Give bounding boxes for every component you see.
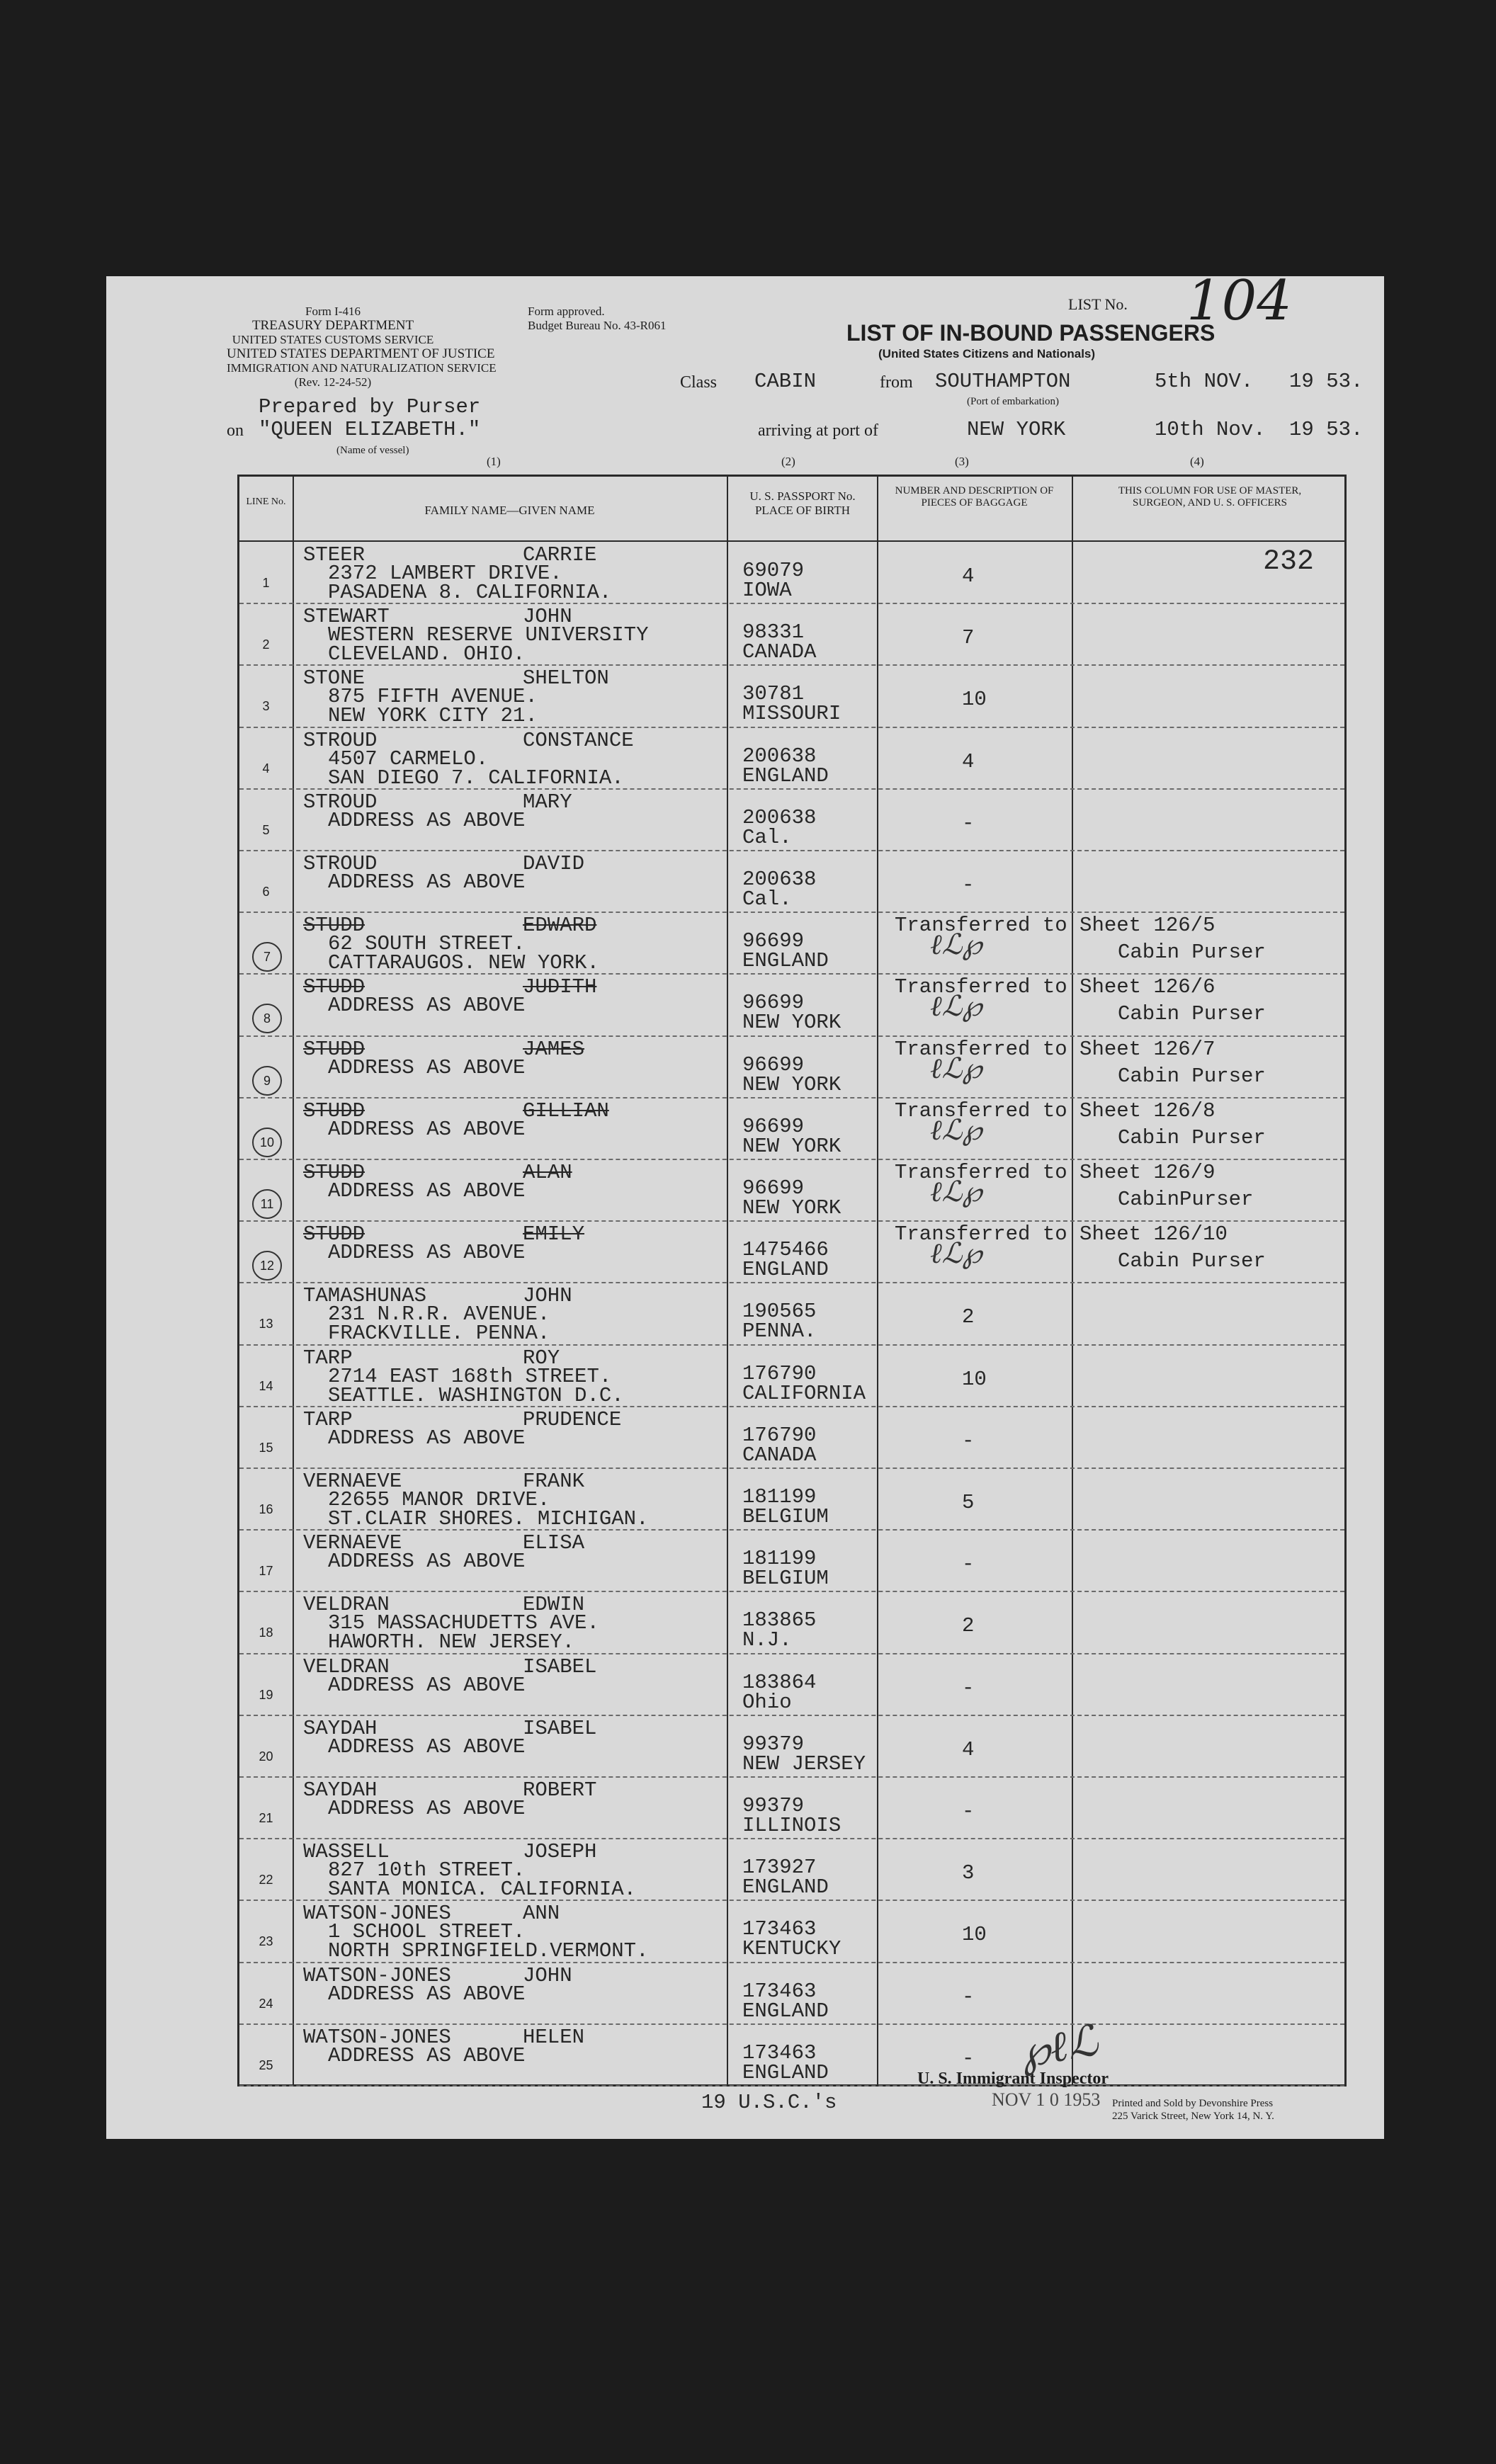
address-line-1: ADDRESS AS ABOVE bbox=[328, 1982, 526, 2006]
table-row bbox=[239, 1468, 1344, 1530]
prepared-by: Prepared by Purser bbox=[259, 395, 481, 419]
given-name: MARY bbox=[523, 790, 572, 814]
place-of-birth: ILLINOIS bbox=[742, 1814, 842, 1837]
purser-signature: ℓℒ℘ bbox=[930, 1237, 982, 1271]
given-name: ANN bbox=[523, 1902, 560, 1926]
family-name: STONE bbox=[303, 666, 366, 691]
line-number: 13 bbox=[259, 1317, 273, 1332]
stamp-number: 232 bbox=[1263, 546, 1315, 578]
baggage-count: 5 bbox=[962, 1491, 975, 1514]
passport-number: 173463 bbox=[742, 1979, 817, 2003]
table-row bbox=[239, 1283, 1344, 1344]
list-no-value: 104 bbox=[1186, 269, 1292, 333]
passport-number: 173463 bbox=[742, 1917, 817, 1941]
line-number: 1 bbox=[262, 576, 270, 590]
passport-number: 99379 bbox=[742, 1732, 805, 1756]
family-name: VERNAEVE bbox=[303, 1470, 402, 1493]
given-name: JOSEPH bbox=[523, 1840, 597, 1864]
baggage-count: 7 bbox=[962, 626, 975, 650]
line-number: 16 bbox=[259, 1502, 273, 1516]
place-of-birth: CALIFORNIA bbox=[742, 1381, 866, 1405]
address-line-1: 231 N.R.R. AVENUE. bbox=[328, 1302, 550, 1327]
family-name: WATSON-JONES bbox=[303, 2025, 451, 2049]
table-row bbox=[239, 1098, 1344, 1159]
passport-number: 96699 bbox=[742, 991, 805, 1015]
table-row bbox=[239, 974, 1344, 1035]
given-name: CARRIE bbox=[523, 543, 597, 567]
given-name: HELEN bbox=[523, 2025, 585, 2049]
address-line-1: ADDRESS AS ABOVE bbox=[328, 1055, 526, 1079]
given-name: ISABEL bbox=[523, 1716, 597, 1740]
table-row bbox=[239, 1221, 1344, 1283]
place-of-birth: ENGLAND bbox=[742, 1258, 829, 1282]
line-number: 23 bbox=[259, 1934, 273, 1949]
arrival-date: 10th Nov. bbox=[1155, 418, 1266, 441]
form-approved: Form approved. bbox=[528, 305, 605, 318]
purser-signature: ℓℒ℘ bbox=[930, 1176, 982, 1208]
purser-signature: ℓℒ℘ bbox=[930, 1113, 982, 1147]
given-name: JOHN bbox=[523, 1963, 572, 1987]
place-of-birth: ENGLAND bbox=[742, 2060, 829, 2084]
departure-year: 19 53. bbox=[1289, 370, 1364, 393]
address-line-1: WESTERN RESERVE UNIVERSITY bbox=[328, 623, 649, 647]
place-of-birth: ENGLAND bbox=[742, 763, 829, 788]
transfer-note: Transferred to Sheet 126/6 bbox=[895, 975, 1216, 999]
place-of-birth: NEW YORK bbox=[742, 1011, 842, 1035]
passport-number: 176790 bbox=[742, 1361, 817, 1385]
treasury-dept: TREASURY DEPARTMENT bbox=[251, 318, 414, 333]
passport-number: 173927 bbox=[742, 1856, 817, 1880]
arrival-year: 19 53. bbox=[1289, 418, 1364, 441]
header-officers: THIS COLUMN FOR USE OF MASTER, SURGEON, AND U. S. OFFICERS bbox=[1118, 485, 1302, 509]
passport-number: 96699 bbox=[742, 1114, 805, 1138]
place-of-birth: Ohio bbox=[742, 1690, 792, 1714]
line-number: 9 bbox=[252, 1066, 282, 1096]
place-of-birth: NEW YORK bbox=[742, 1196, 842, 1220]
passport-number: 200638 bbox=[742, 868, 817, 891]
address-line-1: 4507 CARMELO. bbox=[328, 746, 489, 771]
address-line-1: ADDRESS AS ABOVE bbox=[328, 2043, 526, 2067]
family-name: TAMASHUNAS bbox=[303, 1284, 427, 1308]
family-name: STROUD bbox=[303, 852, 378, 875]
on-label: on bbox=[227, 421, 244, 440]
column-index-1: (1) bbox=[487, 455, 501, 468]
line-number: 5 bbox=[262, 822, 270, 837]
transfer-note: Transferred to Sheet 126/5 bbox=[895, 914, 1216, 938]
table-row bbox=[239, 1715, 1344, 1777]
baggage-count: 10 bbox=[962, 688, 987, 712]
given-name: ELISA bbox=[523, 1531, 585, 1555]
given-name: ROY bbox=[523, 1346, 560, 1370]
transfer-note: Transferred to Sheet 126/9 bbox=[895, 1161, 1216, 1184]
baggage-count: - bbox=[962, 1429, 975, 1453]
address-line-1: ADDRESS AS ABOVE bbox=[328, 1426, 526, 1450]
given-name: JUDITH bbox=[523, 975, 597, 999]
address-line-2: ST.CLAIR SHORES. MICHIGAN. bbox=[328, 1507, 649, 1531]
address-line-1: 2372 LAMBERT DRIVE. bbox=[328, 562, 562, 585]
address-line-2: SANTA MONICA. CALIFORNIA. bbox=[328, 1878, 637, 1902]
family-name: STUDD bbox=[303, 1037, 366, 1061]
arrival-port: NEW YORK bbox=[967, 418, 1066, 441]
line-number: 7 bbox=[252, 942, 282, 972]
family-name: TARP bbox=[303, 1407, 353, 1431]
purser-title: Cabin Purser bbox=[1118, 1125, 1266, 1149]
line-number: 14 bbox=[259, 1378, 273, 1393]
table-row bbox=[239, 1159, 1344, 1221]
family-name: STUDD bbox=[303, 914, 366, 938]
list-no-label: LIST No. bbox=[1068, 295, 1128, 313]
table-row bbox=[239, 1963, 1344, 2024]
form-agency-block bbox=[227, 305, 497, 390]
passport-number: 96699 bbox=[742, 929, 805, 953]
address-line-1: ADDRESS AS ABOVE bbox=[328, 1179, 526, 1203]
place-of-birth: NEW YORK bbox=[742, 1072, 842, 1096]
place-of-birth: PENNA. bbox=[742, 1319, 817, 1344]
embarkation-caption: (Port of embarkation) bbox=[967, 396, 1059, 407]
immigration-service: IMMIGRATION AND NATURALIZATION SERVICE bbox=[227, 361, 497, 375]
justice-dept: UNITED STATES DEPARTMENT OF JUSTICE bbox=[227, 346, 495, 361]
vessel-name: "QUEEN ELIZABETH." bbox=[259, 418, 481, 441]
table-row bbox=[239, 1407, 1344, 1468]
family-name: STROUD bbox=[303, 728, 378, 752]
baggage-count: - bbox=[962, 1552, 975, 1577]
line-number: 15 bbox=[259, 1440, 273, 1455]
address-line-1: 2714 EAST 168th STREET. bbox=[328, 1364, 612, 1388]
address-line-1: 62 SOUTH STREET. bbox=[328, 932, 526, 956]
line-number: 22 bbox=[259, 1873, 273, 1887]
table-row bbox=[239, 1345, 1344, 1407]
baggage-count: - bbox=[962, 873, 975, 897]
baggage-count: - bbox=[962, 1800, 975, 1823]
line-number: 18 bbox=[259, 1625, 273, 1640]
family-name: STUDD bbox=[303, 975, 366, 999]
transfer-note: Transferred to Sheet 126/8 bbox=[895, 1098, 1216, 1123]
family-name: SAYDAH bbox=[303, 1716, 378, 1740]
line-number: 11 bbox=[252, 1189, 282, 1219]
given-name: ALAN bbox=[523, 1161, 572, 1184]
given-name: ROBERT bbox=[523, 1778, 597, 1802]
given-name: EDWIN bbox=[523, 1593, 585, 1617]
address-line-1: ADDRESS AS ABOVE bbox=[328, 994, 526, 1018]
baggage-count: 4 bbox=[962, 564, 975, 588]
baggage-count: 10 bbox=[962, 1923, 987, 1947]
address-line-1: ADDRESS AS ABOVE bbox=[328, 870, 526, 894]
line-number: 4 bbox=[262, 761, 270, 776]
family-name: STEWART bbox=[303, 605, 390, 629]
given-name: ISABEL bbox=[523, 1654, 597, 1679]
address-line-1: 827 10th STREET. bbox=[328, 1858, 526, 1883]
passport-number: 183864 bbox=[742, 1670, 817, 1694]
given-name: SHELTON bbox=[523, 666, 609, 691]
given-name: JAMES bbox=[523, 1037, 585, 1061]
passport-number: 69079 bbox=[742, 559, 805, 582]
address-line-1: ADDRESS AS ABOVE bbox=[328, 1735, 526, 1759]
passport-number: 200638 bbox=[742, 805, 817, 829]
purser-title: Cabin Purser bbox=[1118, 1249, 1266, 1273]
form-title: LIST OF IN-BOUND PASSENGERS bbox=[846, 320, 1216, 346]
inspection-stamp-date: NOV 1 0 1953 bbox=[992, 2089, 1101, 2110]
line-number: 3 bbox=[262, 699, 270, 714]
passport-number: 99379 bbox=[742, 1794, 805, 1817]
purser-title: CabinPurser bbox=[1118, 1188, 1254, 1211]
baggage-count: 4 bbox=[962, 1737, 975, 1761]
inspector-caption: U. S. Immigrant Inspector bbox=[917, 2070, 1109, 2088]
transfer-note: Transferred to Sheet 126/7 bbox=[895, 1037, 1216, 1061]
place-of-birth: BELGIUM bbox=[742, 1505, 829, 1528]
table-row bbox=[239, 1777, 1344, 1839]
place-of-birth: CANADA bbox=[742, 640, 817, 664]
purser-title: Cabin Purser bbox=[1118, 1002, 1266, 1026]
address-line-2: NORTH SPRINGFIELD.VERMONT. bbox=[328, 1939, 649, 1963]
baggage-count: - bbox=[962, 1985, 975, 2009]
passport-number: 98331 bbox=[742, 620, 805, 645]
line-number: 25 bbox=[259, 2057, 273, 2072]
passport-number: 176790 bbox=[742, 1423, 817, 1447]
table-row bbox=[239, 603, 1344, 665]
place-of-birth: IOWA bbox=[742, 579, 792, 602]
customs-service: UNITED STATES CUSTOMS SERVICE bbox=[232, 333, 434, 346]
place-of-birth: Cal. bbox=[742, 825, 792, 849]
place-of-birth: Cal. bbox=[742, 887, 792, 911]
place-of-birth: NEW YORK bbox=[742, 1134, 842, 1158]
passenger-table bbox=[237, 475, 1347, 2087]
given-name: EMILY bbox=[523, 1222, 585, 1247]
given-name: DAVID bbox=[523, 852, 585, 875]
row-divider bbox=[239, 2085, 1344, 2087]
purser-signature: ℓℒ℘ bbox=[930, 1052, 982, 1085]
place-of-birth: KENTUCKY bbox=[742, 1937, 842, 1961]
passport-number: 183865 bbox=[742, 1608, 817, 1633]
line-number: 24 bbox=[259, 1996, 273, 2011]
given-name: PRUDENCE bbox=[523, 1407, 622, 1431]
passport-number: 30781 bbox=[742, 682, 805, 706]
column-index-2: (2) bbox=[781, 455, 795, 468]
place-of-birth: BELGIUM bbox=[742, 1567, 829, 1591]
place-of-birth: NEW JERSEY bbox=[742, 1752, 866, 1776]
given-name: GILLIAN bbox=[523, 1098, 609, 1123]
address-line-2: SEATTLE. WASHINGTON D.C. bbox=[328, 1383, 624, 1407]
printer-line-1: Printed and Sold by Devonshire Press bbox=[1112, 2098, 1274, 2109]
passport-number: 1475466 bbox=[742, 1238, 829, 1262]
baggage-count: 2 bbox=[962, 1305, 975, 1329]
form-revision: (Rev. 12-24-52) bbox=[294, 375, 372, 389]
address-line-1: ADDRESS AS ABOVE bbox=[328, 1673, 526, 1697]
family-name: WATSON-JONES bbox=[303, 1902, 451, 1926]
baggage-count: - bbox=[962, 1676, 975, 1700]
baggage-count: 4 bbox=[962, 749, 975, 773]
class-label: Class bbox=[680, 373, 718, 392]
column-index-4: (4) bbox=[1190, 455, 1204, 468]
address-line-2: CLEVELAND. OHIO. bbox=[328, 642, 526, 666]
passport-number: 96699 bbox=[742, 1176, 805, 1200]
address-line-2: CATTARAUGOS. NEW YORK. bbox=[328, 951, 599, 975]
baggage-count: - bbox=[962, 811, 975, 835]
line-number: 8 bbox=[252, 1004, 282, 1033]
given-name: JOHN bbox=[523, 605, 572, 629]
address-line-2: NEW YORK CITY 21. bbox=[328, 704, 538, 728]
inspector-signature: ℘ℓℒ bbox=[1016, 2015, 1102, 2079]
port-of-embarkation: SOUTHAMPTON bbox=[935, 370, 1071, 393]
line-number: 21 bbox=[259, 1811, 273, 1825]
address-line-1: 22655 MANOR DRIVE. bbox=[328, 1488, 550, 1511]
given-name: EDWARD bbox=[523, 914, 597, 938]
from-label: from bbox=[880, 373, 913, 392]
address-line-2: HAWORTH. NEW JERSEY. bbox=[328, 1630, 575, 1654]
address-line-1: ADDRESS AS ABOVE bbox=[328, 1241, 526, 1265]
table-row bbox=[239, 851, 1344, 912]
passport-number: 200638 bbox=[742, 744, 817, 768]
family-name: WASSELL bbox=[303, 1840, 390, 1864]
approval-block bbox=[528, 305, 666, 333]
table-row bbox=[239, 789, 1344, 851]
place-of-birth: ENGLAND bbox=[742, 1999, 829, 2023]
table-row bbox=[239, 912, 1344, 974]
family-name: WATSON-JONES bbox=[303, 1963, 451, 1987]
baggage-count: 3 bbox=[962, 1861, 975, 1885]
family-name: STUDD bbox=[303, 1161, 366, 1184]
departure-date: 5th NOV. bbox=[1155, 370, 1254, 393]
family-name: STUDD bbox=[303, 1098, 366, 1123]
form-id: Form I-416 bbox=[305, 305, 361, 318]
table-row bbox=[239, 1839, 1344, 1900]
header-passport: U. S. PASSPORT No. PLACE OF BIRTH bbox=[749, 489, 856, 517]
table-row bbox=[239, 665, 1344, 727]
vessel-caption: (Name of vessel) bbox=[336, 445, 409, 456]
baggage-count: 10 bbox=[962, 1367, 987, 1391]
place-of-birth: CANADA bbox=[742, 1443, 817, 1467]
printer-line-2: 225 Varick Street, New York 14, N. Y. bbox=[1112, 2111, 1274, 2122]
passport-number: 181199 bbox=[742, 1547, 817, 1571]
purser-title: Cabin Purser bbox=[1118, 941, 1266, 965]
place-of-birth: MISSOURI bbox=[742, 702, 842, 726]
purser-signature: ℓℒ℘ bbox=[930, 929, 982, 962]
table-row bbox=[239, 1900, 1344, 1962]
family-name: STEER bbox=[303, 543, 366, 567]
given-name: FRANK bbox=[523, 1470, 585, 1493]
baggage-count: 2 bbox=[962, 1614, 975, 1638]
address-line-1: ADDRESS AS ABOVE bbox=[328, 1797, 526, 1820]
header-line-no: LINE No. bbox=[246, 496, 286, 507]
column-index-3: (3) bbox=[955, 455, 969, 468]
line-number: 17 bbox=[259, 1564, 273, 1579]
usc-count: 19 U.S.C.'s bbox=[701, 2091, 837, 2114]
place-of-birth: N.J. bbox=[742, 1628, 792, 1652]
header-family-name: FAMILY NAME—GIVEN NAME bbox=[424, 504, 595, 517]
budget-bureau: Budget Bureau No. 43-R061 bbox=[528, 319, 667, 332]
table-row bbox=[239, 1036, 1344, 1098]
table-row bbox=[239, 1654, 1344, 1715]
family-name: STROUD bbox=[303, 790, 378, 814]
given-name: CONSTANCE bbox=[523, 728, 634, 752]
address-line-1: 1 SCHOOL STREET. bbox=[328, 1920, 526, 1944]
address-line-1: ADDRESS AS ABOVE bbox=[328, 1117, 526, 1141]
family-name: SAYDAH bbox=[303, 1778, 378, 1802]
place-of-birth: ENGLAND bbox=[742, 1875, 829, 1900]
given-name: JOHN bbox=[523, 1284, 572, 1308]
family-name: TARP bbox=[303, 1346, 353, 1370]
table-row bbox=[239, 1530, 1344, 1591]
address-line-1: ADDRESS AS ABOVE bbox=[328, 1550, 526, 1574]
form-subtitle: (United States Citizens and Nationals) bbox=[878, 347, 1096, 360]
line-number: 2 bbox=[262, 637, 270, 652]
address-line-1: ADDRESS AS ABOVE bbox=[328, 808, 526, 832]
family-name: VERNAEVE bbox=[303, 1531, 402, 1555]
line-number: 19 bbox=[259, 1687, 273, 1702]
arriving-label: arriving at port of bbox=[758, 421, 878, 440]
table-row bbox=[239, 542, 1344, 603]
passport-number: 96699 bbox=[742, 1052, 805, 1077]
family-name: STUDD bbox=[303, 1222, 366, 1247]
family-name: VELDRAN bbox=[303, 1593, 390, 1617]
table-row bbox=[239, 2024, 1344, 2086]
address-line-2: SAN DIEGO 7. CALIFORNIA. bbox=[328, 766, 624, 790]
address-line-1: 315 MASSACHUDETTS AVE. bbox=[328, 1611, 599, 1635]
passport-number: 173463 bbox=[742, 2040, 817, 2065]
passenger-list-sheet bbox=[106, 269, 1384, 2139]
address-line-2: PASADENA 8. CALIFORNIA. bbox=[328, 581, 612, 604]
purser-title: Cabin Purser bbox=[1118, 1064, 1266, 1088]
line-number: 20 bbox=[259, 1749, 273, 1764]
table-row bbox=[239, 1591, 1344, 1653]
passport-number: 181199 bbox=[742, 1485, 817, 1509]
baggage-count: - bbox=[962, 2046, 975, 2070]
line-number: 6 bbox=[262, 885, 270, 899]
family-name: VELDRAN bbox=[303, 1654, 390, 1679]
passport-number: 190565 bbox=[742, 1300, 817, 1324]
line-number: 12 bbox=[252, 1251, 282, 1281]
address-line-2: FRACKVILLE. PENNA. bbox=[328, 1322, 550, 1346]
header-baggage: NUMBER AND DESCRIPTION OF PIECES OF BAGGAGE bbox=[895, 485, 1054, 509]
purser-signature: ℓℒ℘ bbox=[930, 990, 982, 1023]
class-value: CABIN bbox=[754, 370, 817, 393]
address-line-1: 875 FIFTH AVENUE. bbox=[328, 685, 538, 709]
line-number: 10 bbox=[252, 1128, 282, 1157]
table-row bbox=[239, 727, 1344, 789]
transfer-note: Transferred to Sheet 126/10 bbox=[895, 1222, 1228, 1247]
place-of-birth: ENGLAND bbox=[742, 949, 829, 973]
